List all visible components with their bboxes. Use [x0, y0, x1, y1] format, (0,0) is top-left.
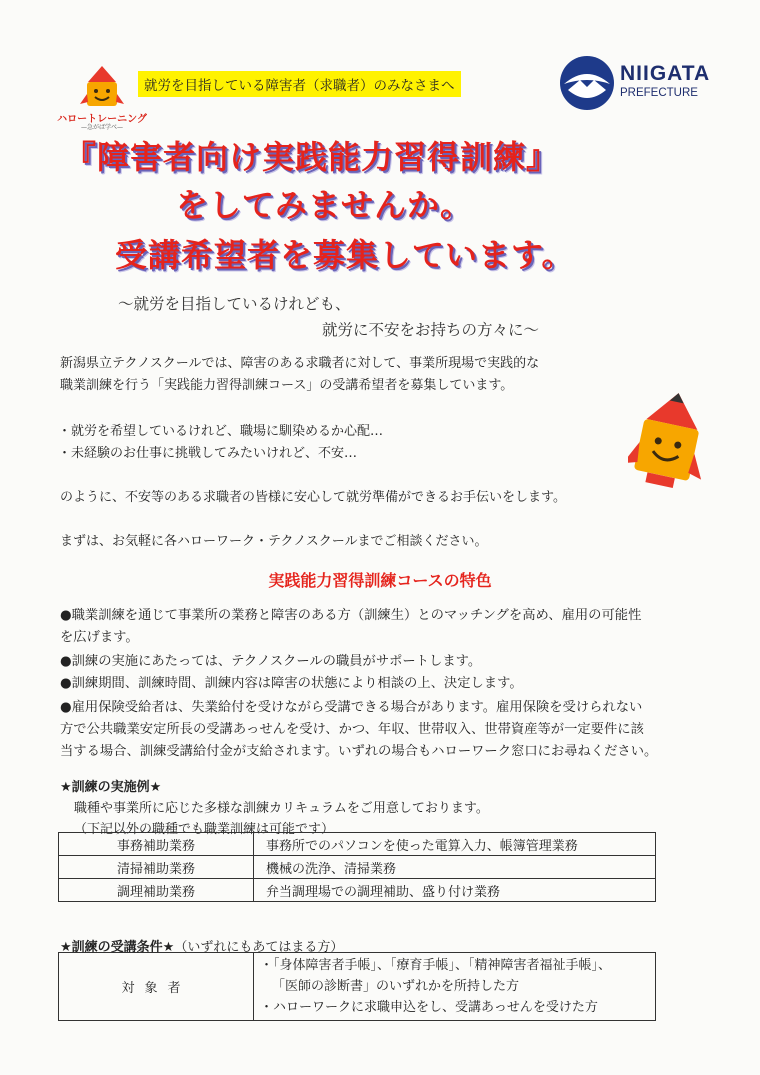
feature-1-line2: を広げます。 [60, 630, 139, 645]
smiling-pencil-icon [628, 388, 708, 498]
eligibility-line-1: ・「身体障害者手帳」、「療育手帳」、「精神障害者福祉手帳」、 [260, 958, 612, 973]
eligibility-detail-cell [254, 953, 656, 1021]
job-type-cell: 調理補助業務 [59, 879, 254, 902]
eligibility-line-3: ・ハローワークに求職申込をし、受講あっせんを受けた方 [260, 1000, 598, 1015]
eligibility-table [58, 952, 656, 1021]
niigata-emblem-icon [558, 54, 616, 112]
logo-niigata-text: NIIGATA [620, 62, 711, 85]
pencil-mascot-icon [52, 64, 152, 110]
training-examples-table [58, 832, 656, 902]
subtitle-line2: 就労に不安をお持ちの方々に～ [322, 321, 540, 339]
logo-sub-text: —急がば学べ— [80, 124, 123, 131]
job-detail-cell: 事務所でのパソコンを使った電算入力、帳簿管理業務 [254, 833, 656, 856]
table-row [59, 953, 656, 1021]
intro-line2: 職業訓練を行う「実践能力習得訓練コース」の受講希望者を募集しています。 [60, 378, 514, 393]
table-row [59, 856, 656, 879]
target-audience-tagline: 就労を目指している障害者（求職者）のみなさまへ [138, 71, 461, 97]
eligibility-line-2: 「医師の診断書」のいずれかを所持した方 [272, 979, 520, 994]
eligibility-label-cell: 対象者 [59, 953, 254, 1021]
intro-line1: 新潟県立テクノスクールでは、障害のある求職者に対して、事業所現場で実践的な [60, 356, 540, 371]
contact-invitation: まずは、お気軽に各ハローワーク・テクノスクールまでご相談ください。 [60, 534, 488, 549]
subtitle-line1: ～就労を目指しているけれども、 [118, 295, 351, 313]
feature-1-line1: ●職業訓練を通じて事業所の業務と障害のある方（訓練生）とのマッチングを高め、雇用の可能性 [60, 608, 642, 623]
logo-prefecture-text: PREFECTURE [620, 87, 698, 99]
hello-training-logo [52, 64, 152, 134]
feature-3: ●訓練期間、訓練時間、訓練内容は障害の状態により相談の上、決定します。 [60, 676, 523, 691]
support-statement: のように、不安等のある求職者の皆様に安心して就労準備ができるお手伝いをします。 [60, 490, 566, 505]
job-type-cell: 清掃補助業務 [59, 856, 254, 879]
examples-note: （下記以外の職種でも職業訓練は可能です） [74, 822, 335, 837]
job-type-cell: 事務補助業務 [59, 833, 254, 856]
examples-heading: ★訓練の実施例★ [60, 780, 162, 795]
feature-4-line2: 方で公共職業安定所長の受講あっせんを受け、かつ、年収、世帯収入、世帯資産等が一定要件に該 [60, 722, 644, 737]
feature-4-line3: 当する場合、訓練受講給付金が支給されます。いずれの場合もハローワーク窓口にお尋ねください。 [60, 744, 658, 759]
pencil-mascot-illustration [628, 388, 708, 498]
concern-bullet-1: ・就労を希望しているけれど、職場に馴染めるか心配… [58, 424, 384, 439]
concern-bullet-2: ・未経験のお仕事に挑戦してみたいけれど、不安… [58, 446, 358, 461]
table-row [59, 879, 656, 902]
job-detail-cell: 弁当調理場での調理補助、盛り付け業務 [254, 879, 656, 902]
headline-line1: 『障害者向け実践能力習得訓練』 [64, 138, 560, 176]
conditions-heading-label: ★訓練の受講条件★ [60, 940, 175, 955]
logo-brand-text: ハロートレーニング [57, 114, 147, 125]
job-detail-cell: 機械の洗浄、清掃業務 [254, 856, 656, 879]
conditions-heading-note: （いずれにもあてはまる方） [174, 940, 344, 955]
headline-line2: をしてみませんか。 [176, 186, 474, 224]
table-row [59, 833, 656, 856]
examples-description: 職種や事業所に応じた多様な訓練カリキュラムをご用意しております。 [74, 801, 489, 816]
feature-2: ●訓練の実施にあたっては、テクノスクールの職員がサポートします。 [60, 654, 482, 669]
feature-4-line1: ●雇用保険受給者は、失業給付を受けながら受講できる場合があります。雇用保険を受けられない [60, 700, 643, 715]
features-section-title: 実践能力習得訓練コースの特色 [268, 571, 492, 590]
headline-line3: 受講希望者を募集しています。 [115, 236, 575, 274]
niigata-prefecture-logo [558, 54, 718, 114]
